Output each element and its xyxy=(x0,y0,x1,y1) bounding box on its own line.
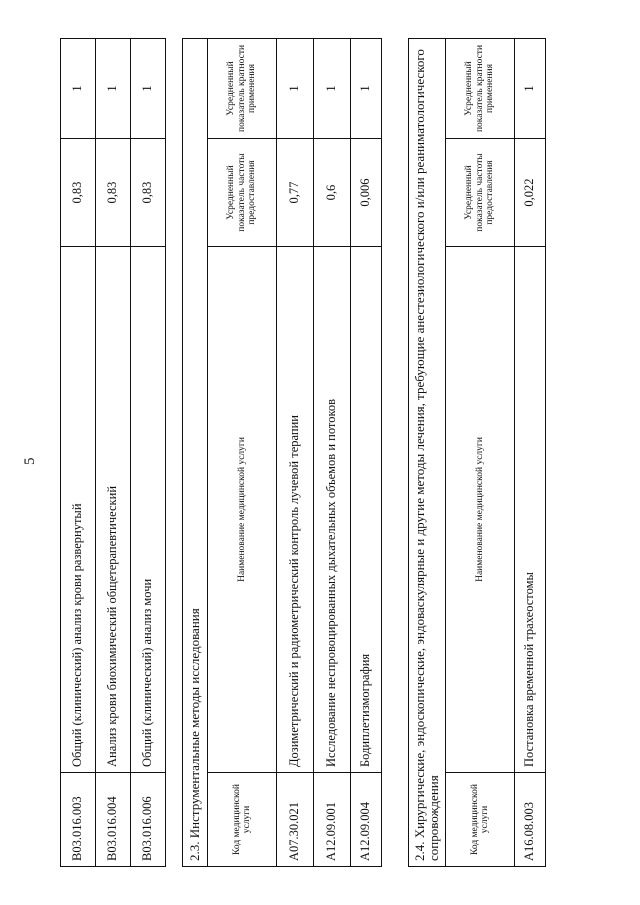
section-caption: 2.4. Хирургические, эндоскопические, эндоваскулярные и другие методы лечения, требующие анестезиологического и/или реаниматологического сопровождения xyxy=(409,38,446,866)
service-name: Общий (клинический) анализ мочи xyxy=(131,247,166,773)
service-name: Общий (клинический) анализ крови развернутый xyxy=(61,247,96,773)
header-frequency: Усредненный показатель частоты предоставления xyxy=(446,139,515,247)
header-multiplicity: Усредненный показатель кратности применения xyxy=(446,38,515,138)
surgical-methods-table xyxy=(408,38,546,867)
service-name: Дозиметрический и радиометрический контроль лучевой терапии xyxy=(277,247,314,773)
header-name: Наименование медицинской услуги xyxy=(208,247,277,773)
multiplicity-value: 1 xyxy=(314,38,351,138)
frequency-value: 0,83 xyxy=(96,139,131,247)
service-name: Анализ крови биохимический общетерапевтический xyxy=(96,247,131,773)
table-row xyxy=(277,38,314,866)
service-code: B03.016.006 xyxy=(131,773,166,867)
frequency-value: 0,022 xyxy=(515,139,546,247)
service-code: A07.30.021 xyxy=(277,773,314,867)
service-code: A16.08.003 xyxy=(515,773,546,867)
frequency-value: 0,006 xyxy=(351,139,382,247)
service-code: B03.016.004 xyxy=(96,773,131,867)
section-caption: 2.3. Инструментальные методы исследования xyxy=(183,38,208,866)
instrumental-methods-table xyxy=(182,38,382,867)
frequency-value: 0,6 xyxy=(314,139,351,247)
table-row xyxy=(515,38,546,866)
multiplicity-value: 1 xyxy=(515,38,546,138)
frequency-value: 0,83 xyxy=(61,139,96,247)
table-row xyxy=(351,38,382,866)
service-code: A12.09.001 xyxy=(314,773,351,867)
header-row xyxy=(208,38,277,866)
multiplicity-value: 1 xyxy=(96,39,131,139)
header-frequency: Усредненный показатель частоты предоставления xyxy=(208,139,277,247)
header-code: Код медицинской услуги xyxy=(446,773,515,867)
frequency-value: 0,83 xyxy=(131,139,166,247)
header-multiplicity: Усредненный показатель кратности применения xyxy=(208,38,277,138)
lab-tests-table xyxy=(60,38,166,867)
header-name: Наименование медицинской услуги xyxy=(446,247,515,773)
multiplicity-value: 1 xyxy=(61,39,96,139)
multiplicity-value: 1 xyxy=(131,39,166,139)
frequency-value: 0,77 xyxy=(277,139,314,247)
header-code: Код медицинской услуги xyxy=(208,773,277,867)
page-number: 5 xyxy=(22,457,38,465)
service-code: B03.016.003 xyxy=(61,773,96,867)
service-name: Бодиплетизмография xyxy=(351,247,382,773)
service-name: Исследование неспровоцированных дыхательных объемов и потоков xyxy=(314,247,351,773)
service-name: Постановка временной трахеостомы xyxy=(515,247,546,773)
table-row xyxy=(131,39,166,867)
table-row xyxy=(314,38,351,866)
multiplicity-value: 1 xyxy=(351,38,382,138)
table-row xyxy=(61,39,96,867)
table-row xyxy=(96,39,131,867)
service-code: A12.09.004 xyxy=(351,773,382,867)
header-row xyxy=(446,38,515,866)
multiplicity-value: 1 xyxy=(277,38,314,138)
